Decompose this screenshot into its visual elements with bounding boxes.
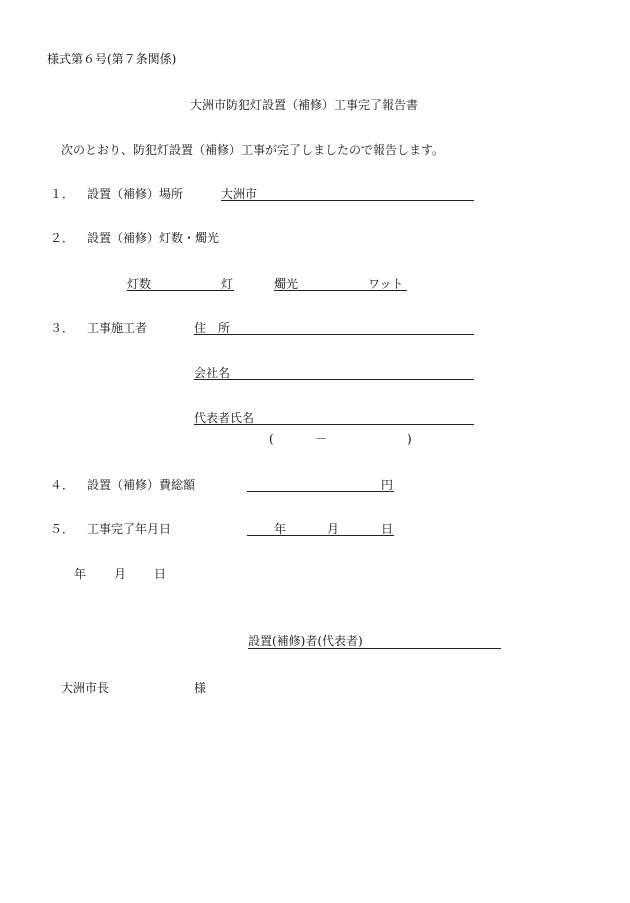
item1-location-field[interactable] — [221, 200, 474, 201]
addressee-honorific: 様 — [194, 681, 207, 695]
total-cost-unit: 円 — [381, 478, 394, 492]
contractor-address-label: 住 所 — [194, 321, 231, 335]
report-month-unit: 月 — [114, 567, 127, 581]
item4-number: ４． — [50, 478, 75, 492]
contractor-address-field[interactable] — [194, 334, 474, 335]
phone-dash: － — [315, 432, 328, 446]
completion-date-field[interactable] — [247, 535, 394, 536]
completion-day-unit: 日 — [381, 522, 394, 536]
signer-label: 設置(補修)者(代表者) — [248, 634, 363, 648]
item1-label: 設置（補修）場所 — [87, 187, 184, 201]
completion-month-unit: 月 — [327, 522, 340, 536]
item5-number: ５． — [50, 522, 75, 536]
lamp-count-field[interactable] — [127, 290, 234, 291]
lamp-count-unit: 灯 — [221, 277, 234, 291]
signer-field[interactable] — [248, 648, 501, 649]
candle-power-unit: ワット — [368, 277, 404, 291]
company-name-label: 会社名 — [194, 366, 231, 380]
item2-number: ２． — [50, 231, 75, 245]
form-number: 様式第６号(第７条関係) — [47, 52, 177, 66]
item3-label: 工事施工者 — [87, 321, 148, 335]
addressee-name: 大洲市長 — [61, 681, 110, 695]
phone-open-paren: ( — [269, 432, 274, 446]
candle-power-field[interactable] — [274, 290, 407, 291]
representative-label: 代表者氏名 — [194, 411, 255, 425]
representative-field[interactable] — [194, 424, 474, 425]
intro-text: 次のとおり、防犯灯設置（補修）工事が完了しましたので報告します。 — [61, 143, 445, 157]
completion-year-unit: 年 — [274, 522, 287, 536]
report-year-unit: 年 — [74, 567, 87, 581]
company-name-field[interactable] — [194, 379, 474, 380]
total-cost-field[interactable] — [247, 491, 394, 492]
item1-number: １． — [50, 187, 75, 201]
item2-label: 設置（補修）灯数・燭光 — [87, 231, 220, 245]
candle-power-label: 燭光 — [274, 277, 299, 291]
page-title: 大洲市防犯灯設置（補修）工事完了報告書 — [190, 98, 419, 112]
item4-label: 設置（補修）費総額 — [87, 478, 196, 492]
item1-city-prefix: 大洲市 — [221, 187, 258, 201]
phone-close-paren: ) — [407, 432, 412, 446]
item3-number: ３． — [50, 321, 75, 335]
lamp-count-label: 灯数 — [127, 277, 152, 291]
report-day-unit: 日 — [154, 567, 167, 581]
item5-label: 工事完了年月日 — [87, 522, 172, 536]
